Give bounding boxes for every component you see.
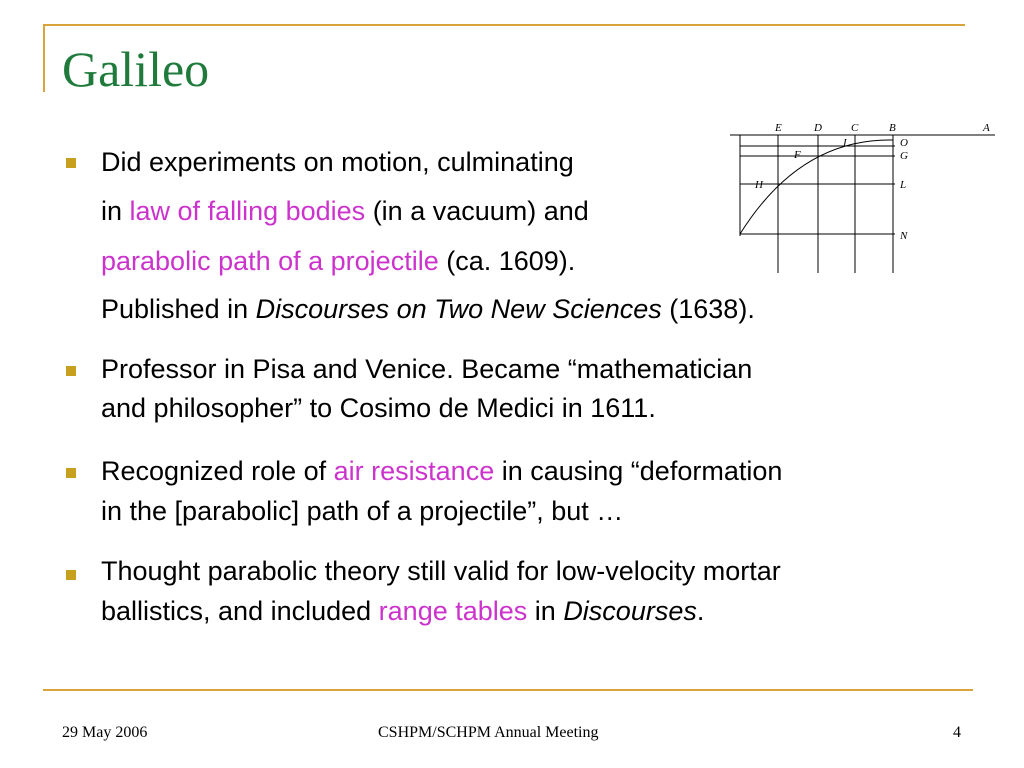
bullet-3-line-1 bbox=[101, 456, 782, 487]
text-run: (ca. 1609). bbox=[438, 246, 576, 276]
bullet-4-line-2 bbox=[101, 596, 704, 627]
label-o: O bbox=[900, 137, 908, 149]
bullet-1-line-4 bbox=[101, 294, 755, 325]
text-run: in the [parabolic] path of a projectile”, but … bbox=[101, 496, 624, 526]
highlight-range-tables: range tables bbox=[378, 596, 528, 626]
frame-left-rule bbox=[43, 24, 45, 92]
label-f: F bbox=[794, 149, 801, 161]
label-g: G bbox=[900, 150, 908, 162]
frame-top-rule bbox=[43, 24, 965, 26]
footer-rule bbox=[43, 689, 973, 691]
bullet-marker bbox=[66, 468, 76, 478]
footer-page-number: 4 bbox=[953, 724, 961, 741]
label-n: N bbox=[900, 230, 908, 242]
slide-title: Galileo bbox=[62, 41, 210, 97]
text-run: Professor in Pisa and Venice. Became “mathematician bbox=[101, 354, 753, 384]
text-run: (in a vacuum) and bbox=[365, 196, 589, 226]
bullet-2-line-1 bbox=[101, 354, 752, 385]
label-c: C bbox=[851, 122, 859, 134]
bullet-marker bbox=[66, 366, 76, 376]
label-a: A bbox=[983, 122, 990, 134]
highlight-air-resistance: air resistance bbox=[333, 456, 495, 486]
text-run: in bbox=[101, 196, 130, 226]
text-run: . bbox=[696, 596, 705, 626]
book-title-discourses-short: Discourses bbox=[563, 596, 697, 626]
text-run: in bbox=[527, 596, 564, 626]
text-run: (1638). bbox=[661, 294, 755, 324]
bullet-4-line-1 bbox=[101, 556, 781, 587]
text-run: Thought parabolic theory still valid for low-velocity mortar bbox=[101, 556, 781, 586]
text-run: Did experiments on motion, culminating bbox=[101, 147, 574, 177]
text-run: Recognized role of bbox=[101, 456, 334, 486]
text-run: in causing “deformation bbox=[494, 456, 783, 486]
label-h: H bbox=[755, 179, 763, 191]
label-i: I bbox=[843, 137, 847, 149]
bullet-marker bbox=[66, 158, 76, 168]
label-l: L bbox=[900, 179, 907, 191]
parabola-diagram bbox=[730, 118, 1000, 276]
bullet-1-line-3 bbox=[101, 246, 575, 277]
footer-date: 29 May 2006 bbox=[62, 724, 148, 741]
text-run: Published in bbox=[101, 294, 256, 324]
bullet-marker bbox=[66, 570, 76, 580]
bullet-2-line-2 bbox=[101, 393, 656, 424]
book-title-discourses: Discourses on Two New Sciences bbox=[255, 294, 662, 324]
label-d: D bbox=[814, 122, 822, 134]
footer-event: CSHPM/SCHPM Annual Meeting bbox=[378, 724, 599, 741]
text-run: and philosopher” to Cosimo de Medici in 1611. bbox=[101, 393, 656, 423]
highlight-parabolic-path: parabolic path of a projectile bbox=[101, 246, 439, 276]
text-run: ballistics, and included bbox=[101, 596, 379, 626]
label-e: E bbox=[775, 122, 782, 134]
bullet-1-line-1 bbox=[101, 147, 574, 178]
bullet-1-line-2 bbox=[101, 196, 589, 227]
bullet-3-line-2 bbox=[101, 496, 623, 527]
highlight-law-of-falling-bodies: law of falling bodies bbox=[129, 196, 366, 226]
label-b: B bbox=[889, 122, 896, 134]
